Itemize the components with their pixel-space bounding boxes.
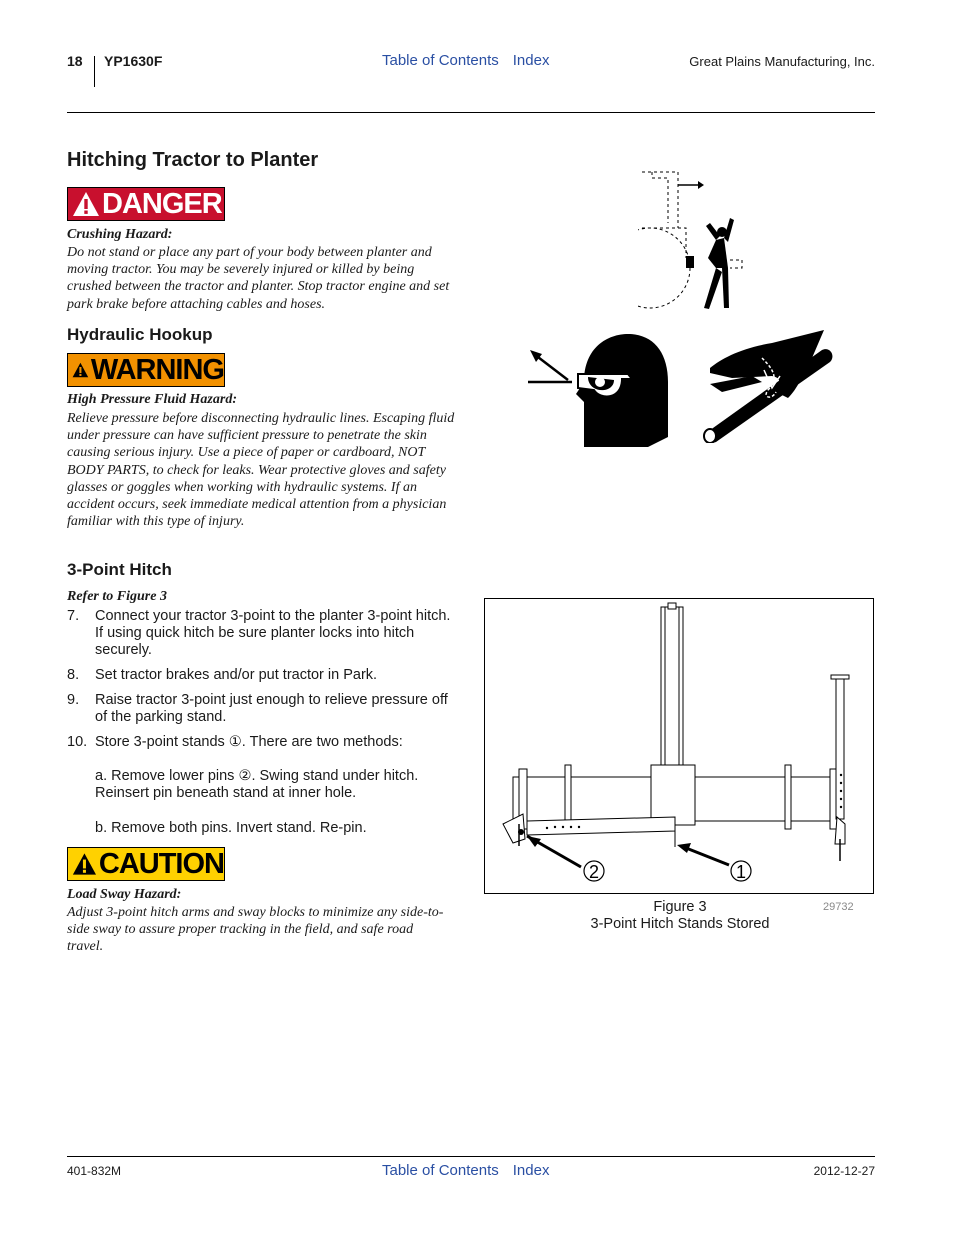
figure-title: 3-Point Hitch Stands Stored <box>590 916 770 932</box>
step-text: Connect your tractor 3-point to the planter 3-point hitch. If using quick hitch be sure planter locks into hitch securely. <box>95 608 451 658</box>
callout-2: 2 <box>588 862 600 882</box>
figure-caption <box>540 899 820 933</box>
step-number: 8. <box>67 667 80 683</box>
header-rule <box>67 112 875 113</box>
method-b: b. Remove both pins. Invert stand. Re-pin. <box>95 820 367 836</box>
toc-link[interactable]: Table of Contents <box>382 52 499 69</box>
warning-label: WARNING <box>90 354 224 386</box>
pressure-hazard-title: High Pressure Fluid Hazard: <box>67 392 237 407</box>
header-divider <box>94 56 95 87</box>
crushing-hazard-text: Do not stand or place any part of your body between planter and moving tractor. You may be severely injured or killed by being crushed between the tractor and planter. Stop tractor engine and set park brake before attaching cables and hoses. <box>67 245 450 312</box>
step-text: Raise tractor 3-point just enough to relieve pressure off of the parking stand. <box>95 692 448 725</box>
danger-label: DANGER <box>102 188 222 220</box>
hand-injection-pictogram <box>702 328 834 443</box>
page-number: 18 <box>67 53 83 69</box>
document-number: 401-832M <box>67 1164 122 1178</box>
figure-number: Figure 3 <box>653 899 707 915</box>
index-link[interactable]: Index <box>512 1162 550 1179</box>
document-date: 2012-12-27 <box>813 1164 875 1178</box>
caution-label: CAUTION <box>98 848 224 880</box>
step-text: Store 3-point stands ①. There are two methods: <box>95 734 403 750</box>
caution-sign <box>67 847 225 881</box>
company-name: Great Plains Manufacturing, Inc. <box>689 54 875 69</box>
crush-hazard-pictogram <box>638 168 748 313</box>
refer-figure: Refer to Figure 3 <box>67 589 167 604</box>
page-title: Hitching Tractor to Planter <box>67 149 319 171</box>
step-text: Set tractor brakes and/or put tractor in Park. <box>95 667 378 683</box>
step-number: 9. <box>67 692 80 708</box>
model-name: YP1630F <box>104 53 163 69</box>
alert-triangle-icon <box>72 851 97 877</box>
danger-sign <box>67 187 225 221</box>
hydraulic-heading: Hydraulic Hookup <box>67 325 213 344</box>
header-nav <box>382 52 549 69</box>
step-number: 7. <box>67 608 80 624</box>
figure-3-frame <box>484 598 874 894</box>
step-number: 10. <box>67 734 88 750</box>
sway-hazard-title: Load Sway Hazard: <box>67 887 182 902</box>
callout-1: 1 <box>735 862 747 882</box>
method-a: a. Remove lower pins ②. Swing stand under hitch. Reinsert pin beneath stand at inner hole. <box>95 768 419 801</box>
index-link[interactable]: Index <box>512 52 550 69</box>
sway-hazard-text: Adjust 3-point hitch arms and sway blocks to minimize any side-to-side sway to assure proper tracking in the field, and safe road travel. <box>67 905 444 955</box>
warning-sign <box>67 353 225 387</box>
figure-image-number: 29732 <box>823 901 854 913</box>
footer-nav <box>382 1162 549 1179</box>
alert-triangle-icon <box>72 191 100 217</box>
toc-link[interactable]: Table of Contents <box>382 1162 499 1179</box>
footer-rule <box>67 1156 875 1157</box>
crushing-hazard-title: Crushing Hazard: <box>67 227 173 242</box>
eye-protection-pictogram <box>528 332 668 447</box>
alert-triangle-icon <box>72 357 89 383</box>
hitch-heading: 3-Point Hitch <box>67 560 172 579</box>
hitch-stands-drawing <box>485 599 873 893</box>
pressure-hazard-text: Relieve pressure before disconnecting hydraulic lines. Escaping fluid under pressure can have sufficient pressure to penetrate the skin causing serious injury. Use a piece of paper or cardboard, NOT BODY PARTS, to check for leaks. Wear protective gloves and safety glasses or goggles when working with hydraulic systems. If an accident occurs, seek immediate medical attention from a physician familiar with this type of injury. <box>67 411 455 530</box>
